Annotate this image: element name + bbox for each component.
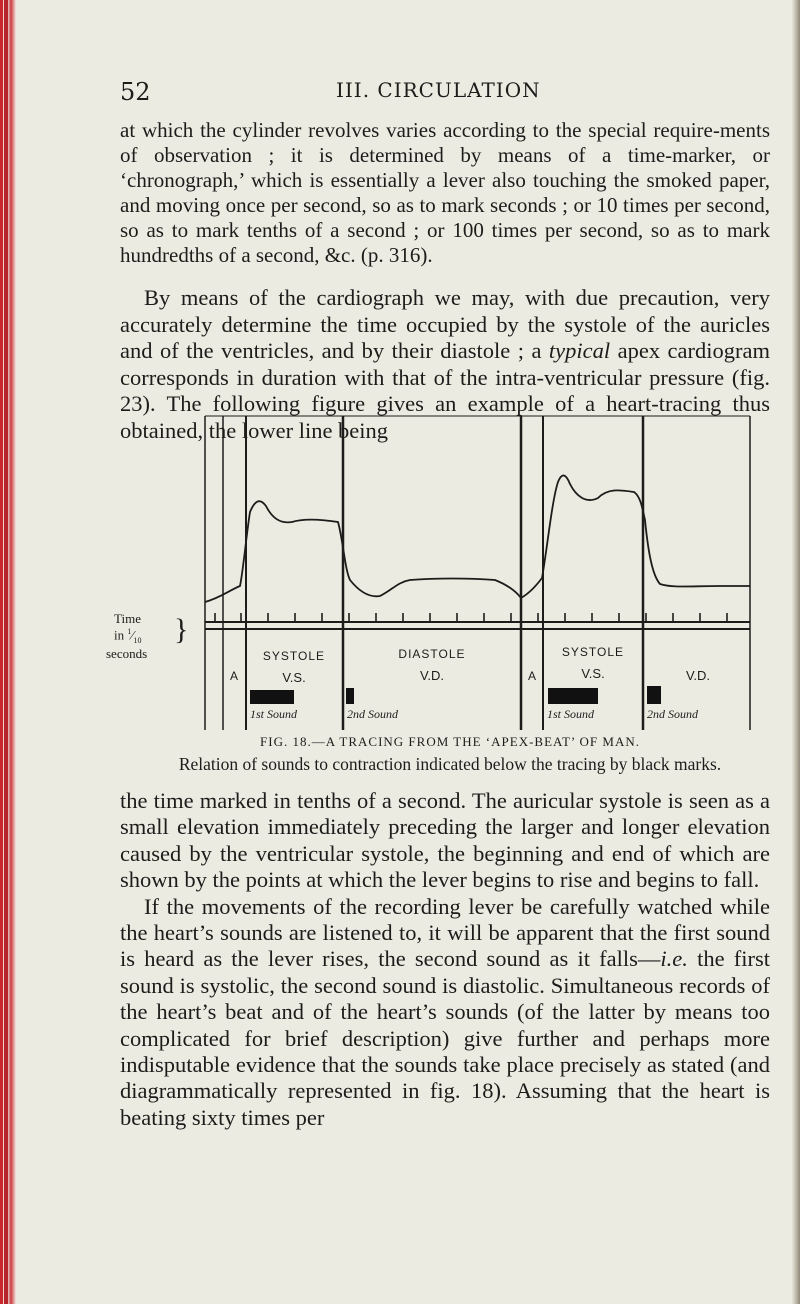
page-number: 52 (120, 78, 151, 106)
segment-chamber-label: V.S. (581, 666, 605, 681)
paragraph-heart-sounds: If the movements of the recording lever be carefully watched while the heart’s sounds are listened to, it will be apparent that the first sound is heard as the lever rises, the second sound as it falls—i.e. the first sound is systolic, the second sound is diastolic. Simultaneous records of the heart’s beat and of the heart’s sounds (of the latter by means too complicated for brief description) give further and perhaps more indisputable evidence that the sounds take place precisely as stated (and diagrammatically represented in fig. 18). Assuming that the heart is beating sixty times per (120, 893, 770, 1130)
time-axis-label (106, 611, 189, 661)
time-label-seconds: seconds (106, 645, 148, 661)
time-label-in: in $^1⁄_{10}$ (114, 627, 142, 645)
segment-phase-label: A (527, 669, 537, 683)
segment-phase-label: DIASTOLE (398, 647, 466, 661)
paragraph-chronograph: at which the cylinder revolves varies according to the special require-ments of observation ; it is determined by means of a time-marker, or ‘chronograph,’ which is essentially a lever also touching the smoked paper, and moving once per second, so as to mark seconds ; or 10 times per second, so as to mark tenths of a second ; or 100 times per second, so as to mark hundredths of a second, &c. (p. 316). (120, 118, 770, 267)
running-head: III. CIRCULATION (336, 78, 541, 102)
time-ticks (215, 613, 727, 622)
second-sound-mark (346, 688, 354, 704)
segment-phase-label: A (229, 669, 239, 683)
segment-chamber-label: V.D. (419, 668, 445, 683)
paragraph-auricular-systole (120, 788, 770, 1131)
time-label-word: Time (114, 611, 141, 626)
paragraph-text: apex cardiogram corresponds in duration with that of the intra-ventricular pressure (fig. 23). The following figure gives an example of a heart-tracing thus obtained, the lower line being (120, 338, 770, 443)
figure-caption: FIG. 18.—A TRACING FROM THE ‘APEX-BEAT’ OF MAN. (260, 734, 640, 749)
sound-label: 2nd Sound (647, 707, 698, 721)
sound-label: 2nd Sound (347, 707, 398, 721)
book-binding-edge (0, 0, 16, 1304)
sound-label: 1st Sound (547, 707, 595, 721)
heart-tracing-diagram (100, 400, 800, 730)
emphasis-typical: typical (548, 338, 611, 363)
second-sound-mark (647, 686, 661, 704)
segment-chamber-label: V.S. (282, 670, 306, 685)
page-header (120, 78, 770, 108)
apex-beat-curve (205, 475, 750, 602)
paragraph-text: the time marked in tenths of a second. The auricular systole is seen as a small elevation immediately preceding the larger and longer elevation caused by the ventricular systole, the beginning and end of which are shown by the points at which the lever begins to rise and begins to fall. (120, 788, 770, 893)
segment-chamber-label: V.D. (685, 668, 711, 683)
paragraph-text: By means of the cardiograph we may, with due precaution, very accurately determine the time occupied by the systole of the auricles and of the ventricles, and by their diastole ; a (120, 285, 770, 363)
apex-beat-figure (100, 400, 800, 788)
segment-phase-label: SYSTOLE (262, 649, 326, 663)
figure-caption-note: Relation of sounds to contraction indicated below the tracing by black marks. (178, 754, 722, 774)
sound-label: 1st Sound (250, 707, 298, 721)
time-label-brace: } (174, 613, 189, 646)
first-sound-mark (548, 688, 598, 704)
first-sound-mark (250, 690, 294, 704)
segment-phase-label: SYSTOLE (561, 645, 625, 659)
